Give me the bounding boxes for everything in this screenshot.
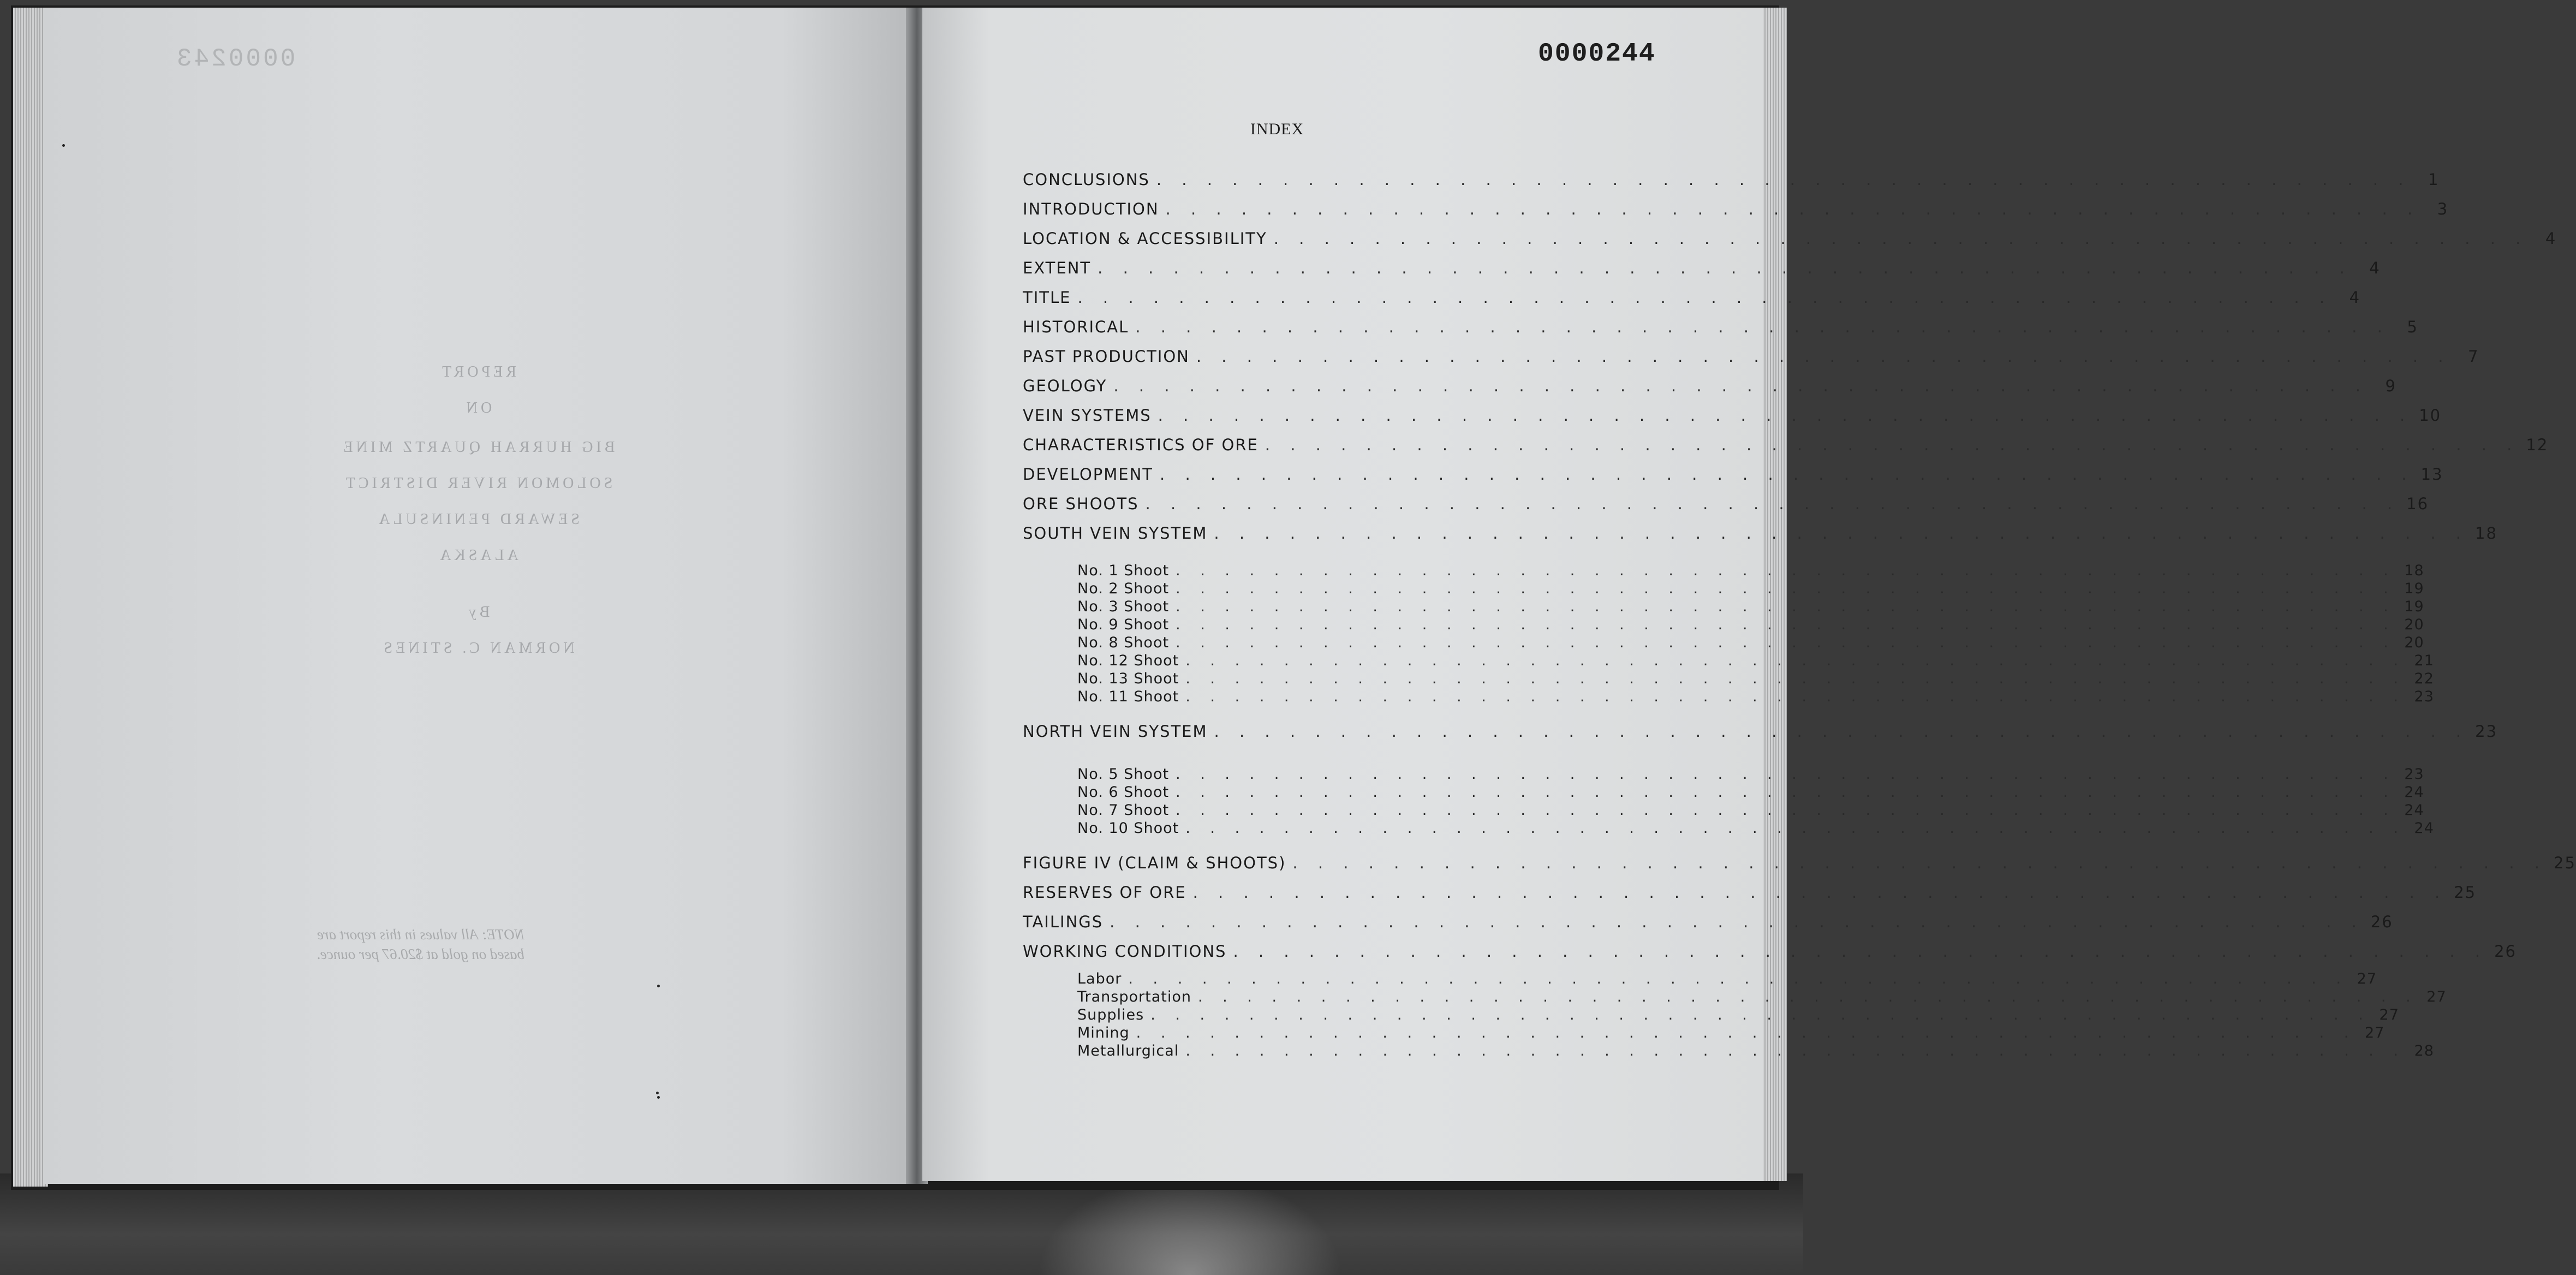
index-entry — [1023, 494, 2429, 513]
mirrored-note — [317, 925, 524, 964]
dot-leader: . . . . . . . . . . . . . . . . . . . . . . . . . . . . . . . . . . . . . . . . . . . . . . . . . . — [1160, 465, 2414, 484]
index-entry-page: 19 — [2404, 598, 2424, 615]
index-entry-label: No. 2 Shoot — [1077, 580, 1170, 597]
mirrored-title-line: By — [465, 604, 490, 621]
index-entry — [1023, 259, 2381, 277]
index-entry — [1023, 913, 2393, 931]
index-entry-page: 24 — [2404, 784, 2424, 801]
right-page — [922, 8, 2576, 1181]
index-subentry — [1077, 784, 2424, 801]
dot-leader: . . . . . . . . . . . . . . . . . . . . . . . . . . . . . . . . . . . . . . . . . . . . . . . . . . — [1150, 1006, 2371, 1023]
index-entry-page: 27 — [2426, 988, 2447, 1005]
index-entry — [1023, 465, 2443, 484]
index-entry-label: RESERVES OF ORE — [1023, 883, 1186, 902]
index-entry — [1023, 200, 2449, 218]
index-entry-page: 26 — [2370, 913, 2393, 931]
index-entry — [1023, 288, 2361, 307]
index-subentry — [1077, 562, 2424, 579]
index-entry — [1023, 170, 2440, 189]
mirrored-note-line: based on gold at $20.67 per ounce. — [317, 946, 524, 962]
mirrored-title-line: ALASKA — [437, 547, 518, 564]
index-subentry — [1077, 688, 2434, 705]
dot-leader: . . . . . . . . . . . . . . . . . . . . . . . . . . . . . . . . . . . . . . . . . . . . . . . . . . — [1185, 1042, 2406, 1059]
dot-leader: . . . . . . . . . . . . . . . . . . . . . . . . . . . . . . . . . . . . . . . . . . . . . . . . . . — [1176, 802, 2396, 819]
dot-leader: . . . . . . . . . . . . . . . . . . . . . . . . . . . . . . . . . . . . . . . . . . . . . . . . . . — [1165, 200, 2420, 218]
mirrored-note-line: NOTE: All values in this report are — [317, 926, 524, 943]
index-entry-page: 5 — [2407, 318, 2418, 336]
dot-leader: . . . . . . . . . . . . . . . . . . . . . . . . . . . . . . . . . . . . . . . . . . . . . . . . . . — [1185, 820, 2406, 837]
index-entry-page: 13 — [2420, 465, 2443, 484]
index-subentry — [1077, 820, 2434, 837]
mirrored-title-line: REPORT — [439, 364, 516, 380]
dot-leader: . . . . . . . . . . . . . . . . . . . . . . . . . . . . . . . . . . . . . . . . . . . . . . . . . . — [1292, 854, 2547, 872]
index-entry-page: 18 — [2475, 524, 2497, 543]
index-entry-page: 19 — [2404, 580, 2424, 597]
index-entry-page: 20 — [2404, 616, 2424, 633]
index-entry-label: No. 6 Shoot — [1077, 784, 1170, 801]
index-entry-page: 27 — [2364, 1024, 2385, 1041]
dot-leader: . . . . . . . . . . . . . . . . . . . . . . . . . . . . . . . . . . . . . . . . . . . . . . . . . . — [1176, 766, 2396, 783]
dust-speck — [657, 1096, 660, 1099]
index-entry-page: 28 — [2414, 1042, 2434, 1059]
dot-leader: . . . . . . . . . . . . . . . . . . . . . . . . . . . . . . . . . . . . . . . . . . . . . . . . . . — [1185, 670, 2406, 687]
index-entry-label: No. 9 Shoot — [1077, 616, 1170, 633]
index-entry — [1023, 318, 2418, 336]
index-subentry — [1077, 670, 2434, 687]
index-entry — [1023, 436, 2549, 454]
index-entry-page: 3 — [2437, 200, 2449, 218]
index-entry-label: GEOLOGY — [1023, 377, 1107, 395]
dot-leader: . . . . . . . . . . . . . . . . . . . . . . . . . . . . . . . . . . . . . . . . . . . . . . . . . . — [1176, 598, 2396, 615]
index-entry-page: 20 — [2404, 634, 2424, 651]
dot-leader: . . . . . . . . . . . . . . . . . . . . . . . . . . . . . . . . . . . . . . . . . . . . . . . . . . — [1214, 722, 2469, 741]
index-subentry — [1077, 580, 2424, 597]
left-page — [44, 8, 911, 1184]
index-entry-label: EXTENT — [1023, 259, 1092, 277]
index-entry-label: Transportation — [1077, 988, 1191, 1005]
index-entry-label: ORE SHOOTS — [1023, 494, 1139, 513]
dot-leader: . . . . . . . . . . . . . . . . . . . . . . . . . . . . . . . . . . . . . . . . . . . . . . . . . . — [1196, 347, 2451, 366]
dot-leader: . . . . . . . . . . . . . . . . . . . . . . . . . . . . . . . . . . . . . . . . . . . . . . . . . . — [1077, 288, 2333, 307]
dot-leader: . . . . . . . . . . . . . . . . . . . . . . . . . . . . . . . . . . . . . . . . . . . . . . . . . . — [1098, 259, 2352, 277]
index-entry-label: Metallurgical — [1077, 1042, 1179, 1059]
index-entry-label: NORTH VEIN SYSTEM — [1023, 722, 1208, 741]
index-entry-page: 7 — [2468, 347, 2479, 366]
index-entry-label: No. 1 Shoot — [1077, 562, 1170, 579]
index-entry-label: No. 13 Shoot — [1077, 670, 1179, 687]
index-entry-label: Supplies — [1077, 1006, 1144, 1023]
index-entry-label: Labor — [1077, 970, 1122, 987]
dot-leader: . . . . . . . . . . . . . . . . . . . . . . . . . . . . . . . . . . . . . . . . . . . . . . . . . . — [1265, 436, 2520, 454]
index-entry-label: No. 10 Shoot — [1077, 820, 1179, 837]
dot-leader: . . . . . . . . . . . . . . . . . . . . . . . . . . . . . . . . . . . . . . . . . . . . . . . . . . — [1128, 970, 2349, 987]
dot-leader: . . . . . . . . . . . . . . . . . . . . . . . . . . . . . . . . . . . . . . . . . . . . . . . . . . — [1233, 942, 2488, 961]
index-entry-page: 25 — [2554, 854, 2576, 872]
index-entry-page: 18 — [2404, 562, 2424, 579]
index-entry — [1023, 406, 2442, 425]
dot-leader: . . . . . . . . . . . . . . . . . . . . . . . . . . . . . . . . . . . . . . . . . . . . . . . . . . — [1176, 634, 2396, 651]
mirrored-title-line: SOLOMON RIVER DISTRICT — [342, 475, 613, 492]
index-entry-page: 1 — [2428, 170, 2440, 189]
index-entry-label: CHARACTERISTICS OF ORE — [1023, 436, 1259, 454]
dot-leader: . . . . . . . . . . . . . . . . . . . . . . . . . . . . . . . . . . . . . . . . . . . . . . . . . . — [1197, 988, 2418, 1005]
index-entry-page: 23 — [2475, 722, 2498, 741]
dot-leader: . . . . . . . . . . . . . . . . . . . . . . . . . . . . . . . . . . . . . . . . . . . . . . . . . . — [1136, 1024, 2357, 1041]
index-entry-label: No. 12 Shoot — [1077, 652, 1179, 669]
mirrored-doc-number: 0000243 — [175, 45, 296, 73]
page-edges-left — [13, 8, 48, 1187]
index-entry-label: DEVELOPMENT — [1023, 465, 1154, 484]
dot-leader: . . . . . . . . . . . . . . . . . . . . . . . . . . . . . . . . . . . . . . . . . . . . . . . . . . — [1110, 913, 2364, 931]
index-entry-label: No. 7 Shoot — [1077, 802, 1170, 819]
index-entry-page: 16 — [2406, 494, 2429, 513]
index-entry-page: 4 — [2369, 259, 2381, 277]
index-entry-label: No. 11 Shoot — [1077, 688, 1179, 705]
mirrored-title-line: SEWARD PENINSULA — [375, 511, 580, 528]
index-subentry — [1077, 634, 2424, 651]
index-entry-label: CONCLUSIONS — [1023, 170, 1150, 189]
index-entry-label: VEIN SYSTEMS — [1023, 406, 1152, 425]
index-entry-page: 24 — [2414, 820, 2434, 837]
dot-leader: . . . . . . . . . . . . . . . . . . . . . . . . . . . . . . . . . . . . . . . . . . . . . . . . . . — [1176, 616, 2396, 633]
dot-leader: . . . . . . . . . . . . . . . . . . . . . . . . . . . . . . . . . . . . . . . . . . . . . . . . . . — [1158, 406, 2413, 425]
index-entry — [1023, 347, 2479, 366]
index-entry-page: 27 — [2379, 1006, 2399, 1023]
mirrored-title-line: BIG HURRAH QUARTZ MINE — [340, 439, 615, 456]
index-entry-page: 27 — [2357, 970, 2377, 987]
index-subentry — [1077, 1042, 2434, 1059]
dot-leader: . . . . . . . . . . . . . . . . . . . . . . . . . . . . . . . . . . . . . . . . . . . . . . . . . . — [1145, 494, 2400, 513]
index-entry-label: INTRODUCTION — [1023, 200, 1159, 218]
dot-leader: . . . . . . . . . . . . . . . . . . . . . . . . . . . . . . . . . . . . . . . . . . . . . . . . . . — [1113, 377, 2368, 395]
dust-speck — [62, 144, 65, 147]
dot-leader: . . . . . . . . . . . . . . . . . . . . . . . . . . . . . . . . . . . . . . . . . . . . . . . . . . — [1185, 688, 2406, 705]
index-entry — [1023, 854, 2576, 872]
index-entry-page: 4 — [2349, 288, 2361, 307]
index-entry — [1023, 883, 2477, 902]
index-subentry — [1077, 598, 2424, 615]
index-entry-page: 24 — [2404, 802, 2424, 819]
index-title: INDEX — [1250, 120, 1304, 138]
index-entry-label: FIGURE IV (CLAIM & SHOOTS) — [1023, 854, 1286, 872]
index-entry-page: 4 — [2545, 229, 2557, 248]
dot-leader: . . . . . . . . . . . . . . . . . . . . . . . . . . . . . . . . . . . . . . . . . . . . . . . . . . — [1192, 883, 2448, 902]
index-entry-page: 21 — [2414, 652, 2434, 669]
index-entry-label: No. 8 Shoot — [1077, 634, 1170, 651]
index-entry-label: SOUTH VEIN SYSTEM — [1023, 524, 1208, 543]
index-subentry — [1077, 652, 2434, 669]
mirrored-title-line: ON — [463, 400, 492, 416]
dot-leader: . . . . . . . . . . . . . . . . . . . . . . . . . . . . . . . . . . . . . . . . . . . . . . . . . . — [1135, 318, 2390, 336]
dot-leader: . . . . . . . . . . . . . . . . . . . . . . . . . . . . . . . . . . . . . . . . . . . . . . . . . . — [1176, 580, 2396, 597]
index-subentry — [1077, 616, 2424, 633]
dot-leader: . . . . . . . . . . . . . . . . . . . . . . . . . . . . . . . . . . . . . . . . . . . . . . . . . . — [1156, 170, 2411, 189]
index-entry — [1023, 942, 2517, 961]
index-entry-label: LOCATION & ACCESSIBILITY — [1023, 229, 1267, 248]
index-entry-label: PAST PRODUCTION — [1023, 347, 1190, 366]
doc-number: 0000244 — [1538, 39, 1656, 69]
index-entry-page: 22 — [2414, 670, 2434, 687]
index-entry-page: 12 — [2526, 436, 2549, 454]
dot-leader: . . . . . . . . . . . . . . . . . . . . . . . . . . . . . . . . . . . . . . . . . . . . . . . . . . — [1273, 229, 2529, 248]
dot-leader: . . . . . . . . . . . . . . . . . . . . . . . . . . . . . . . . . . . . . . . . . . . . . . . . . . — [1176, 562, 2396, 579]
index-entry-page: 9 — [2385, 377, 2396, 395]
index-entry-page: 25 — [2454, 883, 2477, 902]
index-entry — [1023, 524, 2497, 543]
index-subentry — [1077, 802, 2424, 819]
index-entry-label: Mining — [1077, 1024, 1130, 1041]
index-entry-label: HISTORICAL — [1023, 318, 1129, 336]
index-entry — [1023, 377, 2396, 395]
dust-speck — [657, 985, 660, 987]
index-entry — [1023, 722, 2498, 741]
index-subentry — [1077, 988, 2447, 1005]
index-subentry — [1077, 766, 2424, 783]
dot-leader: . . . . . . . . . . . . . . . . . . . . . . . . . . . . . . . . . . . . . . . . . . . . . . . . . . — [1214, 524, 2469, 543]
index-entry-page: 23 — [2414, 688, 2434, 705]
index-entry-page: 23 — [2404, 766, 2424, 783]
mirrored-title-line: NORMAN C. STINES — [380, 640, 575, 657]
index-entry-page: 10 — [2419, 406, 2442, 425]
index-entry — [1023, 229, 2557, 248]
index-entry-label: TITLE — [1023, 288, 1071, 307]
index-entry-label: No. 3 Shoot — [1077, 598, 1170, 615]
index-subentry — [1077, 970, 2377, 987]
index-subentry — [1077, 1024, 2385, 1041]
dot-leader: . . . . . . . . . . . . . . . . . . . . . . . . . . . . . . . . . . . . . . . . . . . . . . . . . . — [1185, 652, 2406, 669]
index-entry-label: No. 5 Shoot — [1077, 766, 1170, 783]
index-entry-label: WORKING CONDITIONS — [1023, 942, 1227, 961]
dot-leader: . . . . . . . . . . . . . . . . . . . . . . . . . . . . . . . . . . . . . . . . . . . . . . . . . . — [1176, 784, 2396, 801]
dust-speck — [656, 1092, 659, 1094]
index-entry-label: TAILINGS — [1023, 913, 1104, 931]
index-entry-page: 26 — [2494, 942, 2517, 961]
index-subentry — [1077, 1006, 2399, 1023]
